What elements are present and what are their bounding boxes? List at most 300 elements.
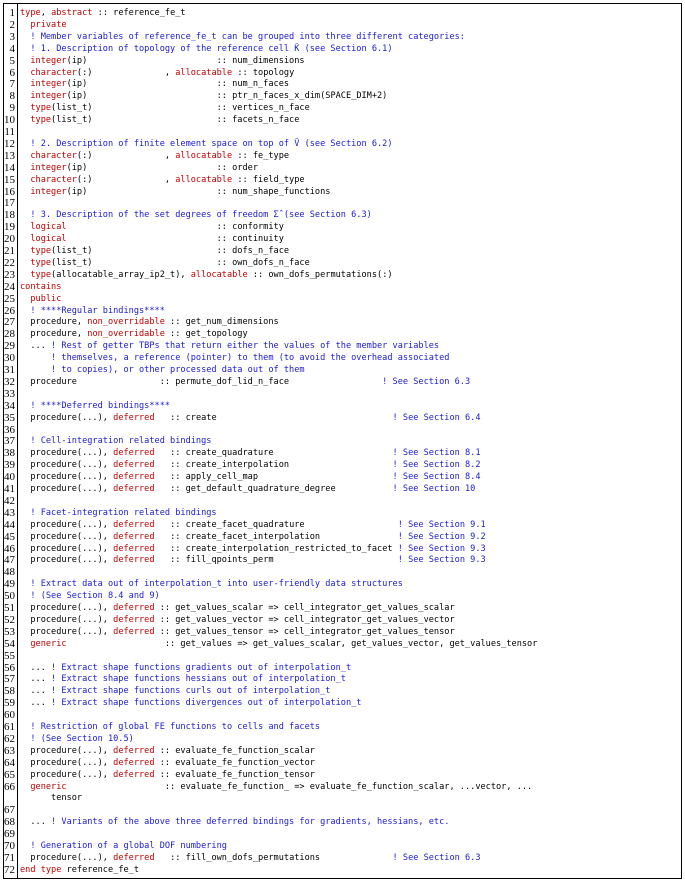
keyword-token: generic xyxy=(20,638,67,649)
line-number: 36 xyxy=(4,423,15,436)
code-line xyxy=(4,293,681,305)
code-token: :: evaluate_fe_function_tensor xyxy=(154,769,315,780)
keyword-token: contains xyxy=(20,281,62,292)
code-token: :: get_values_tensor => cell_integrator_get_values_tensor xyxy=(154,626,455,637)
code-line xyxy=(4,114,681,126)
code-token: (list_t) :: vertices_n_face xyxy=(51,103,310,114)
code-token: tensor xyxy=(20,793,83,804)
keyword-token: allocatable xyxy=(175,67,233,78)
comment-token: ! See Section 9.1 xyxy=(397,519,486,530)
code-token: ... xyxy=(20,686,52,697)
code-text xyxy=(20,602,679,614)
line-number: 55 xyxy=(4,649,15,662)
line-number: 62 xyxy=(4,732,15,745)
keyword-token: deferred xyxy=(113,484,155,494)
keyword-token: type xyxy=(20,8,41,18)
code-text xyxy=(20,209,679,221)
code-text xyxy=(20,150,679,162)
line-number: 11 xyxy=(4,126,15,138)
code-token: (ip) :: num_n_faces xyxy=(66,79,290,90)
code-line xyxy=(4,126,681,138)
code-token: :: continuity xyxy=(66,234,284,245)
line-number: 58 xyxy=(4,685,15,698)
code-text xyxy=(20,638,679,650)
code-token: procedure(...), xyxy=(20,472,114,483)
code-token: :: fill_own_dofs_permutations xyxy=(154,852,393,863)
keyword-token: deferred xyxy=(113,614,155,625)
code-line xyxy=(4,650,681,662)
line-number: 17 xyxy=(4,197,15,210)
comment-token: ! Generation of a global DOF numbering xyxy=(20,841,227,851)
keyword-token: end type xyxy=(20,864,62,875)
keyword-token: deferred xyxy=(113,555,155,566)
line-number: 59 xyxy=(4,697,15,710)
code-text xyxy=(20,852,679,864)
code-text xyxy=(20,614,679,626)
line-number: 40 xyxy=(4,471,15,484)
code-token: ... xyxy=(20,662,52,673)
code-line xyxy=(4,90,681,102)
code-text xyxy=(20,792,679,804)
code-token: :: get_values => get_values_scalar, get_values_vector, get_values_tensor xyxy=(66,638,538,649)
code-line xyxy=(4,554,681,566)
line-number: 13 xyxy=(4,149,15,162)
line-number: 50 xyxy=(4,590,15,603)
code-token: procedure, xyxy=(20,317,88,328)
code-token: :: get_default_quadrature_degree xyxy=(154,484,393,494)
code-text xyxy=(20,43,679,55)
code-text xyxy=(20,864,679,876)
code-line xyxy=(4,412,681,424)
code-text xyxy=(20,245,679,257)
code-text xyxy=(20,554,679,566)
line-number: 8 xyxy=(9,90,15,103)
code-token: ... xyxy=(20,698,52,709)
line-number: 51 xyxy=(4,602,15,614)
line-number: 46 xyxy=(4,542,15,555)
line-number: 27 xyxy=(4,316,15,329)
line-number: 23 xyxy=(4,268,15,281)
code-token: procedure(...), xyxy=(20,519,114,530)
code-token: :: create_facet_interpolation xyxy=(154,531,398,542)
line-number: 57 xyxy=(4,673,15,686)
code-line xyxy=(4,388,681,400)
code-text xyxy=(20,340,679,352)
code-text xyxy=(20,507,679,519)
keyword-token: private xyxy=(30,19,67,30)
code-token xyxy=(20,294,30,304)
comment-token: ! Restriction of global FE functions to cells and facets xyxy=(20,722,321,732)
code-text xyxy=(20,769,679,781)
code-text xyxy=(20,816,679,828)
code-line xyxy=(4,495,681,507)
code-token: (ip) :: ptr_n_faces_x_dim(SPACE_DIM+2) xyxy=(66,91,388,102)
code-text xyxy=(20,733,679,745)
comment-token: ! See Section 9.2 xyxy=(397,531,486,542)
code-line xyxy=(4,55,681,67)
code-text xyxy=(20,483,679,495)
code-line xyxy=(4,709,681,721)
code-line xyxy=(4,673,681,685)
line-number: 26 xyxy=(4,304,15,317)
line-number: 25 xyxy=(4,292,15,305)
code-token: :: evaluate_fe_function_ => evaluate_fe_function_scalar, ...vector, ... xyxy=(66,781,533,792)
code-text xyxy=(20,435,679,447)
code-line xyxy=(4,578,681,590)
code-text xyxy=(20,174,679,186)
code-line xyxy=(4,781,681,793)
code-text xyxy=(20,293,679,305)
code-line xyxy=(4,459,681,471)
code-line xyxy=(4,400,681,412)
code-line xyxy=(4,221,681,233)
line-number: 48 xyxy=(4,566,15,579)
keyword-token: allocatable xyxy=(190,269,248,280)
code-line xyxy=(4,792,681,804)
code-token: (ip) :: order xyxy=(66,162,259,173)
keyword-token: allocatable xyxy=(175,150,233,161)
keyword-token: deferred xyxy=(113,603,155,613)
code-text xyxy=(20,364,679,376)
code-line xyxy=(4,543,681,555)
keyword-token: abstract xyxy=(51,8,93,18)
keyword-token: allocatable xyxy=(175,174,233,185)
keyword-token: type xyxy=(20,257,52,268)
code-line xyxy=(4,174,681,186)
code-token: :: get_num_dimensions xyxy=(164,317,279,328)
code-line xyxy=(4,483,681,495)
code-text xyxy=(20,19,679,31)
code-token: :: apply_cell_map xyxy=(154,472,393,483)
keyword-token: generic xyxy=(20,781,67,792)
line-number: 20 xyxy=(4,233,15,246)
code-text xyxy=(20,102,679,114)
line-number: 67 xyxy=(4,804,15,817)
code-token: procedure(...), xyxy=(20,531,114,542)
code-text xyxy=(20,721,679,733)
comment-token: ! Rest of getter TBPs that return either the values of the member variables xyxy=(51,341,440,352)
code-line xyxy=(4,281,681,293)
code-token: (:) , xyxy=(76,174,176,185)
comment-token: ! Extract shape functions gradients out of interpolation_t xyxy=(51,662,352,673)
code-text xyxy=(20,400,679,412)
code-token: procedure :: permute_dof_lid_n_face xyxy=(20,376,383,387)
comment-token: ! Extract shape functions hessians out of interpolation_t xyxy=(51,674,346,685)
code-line xyxy=(4,471,681,483)
code-token: :: create xyxy=(154,412,393,423)
code-text xyxy=(20,673,679,685)
keyword-token: deferred xyxy=(113,472,155,483)
code-text xyxy=(20,328,679,340)
code-line xyxy=(4,447,681,459)
line-number: 9 xyxy=(9,102,15,115)
line-number: 60 xyxy=(4,709,15,722)
keyword-token: character xyxy=(20,67,77,78)
code-line xyxy=(4,697,681,709)
code-text xyxy=(20,55,679,67)
line-number: 42 xyxy=(4,494,15,507)
code-token: procedure(...), xyxy=(20,769,114,780)
code-line xyxy=(4,435,681,447)
line-number: 12 xyxy=(4,137,15,150)
code-token: procedure(...), xyxy=(20,412,114,423)
code-token: (ip) :: num_dimensions xyxy=(66,55,305,66)
code-line xyxy=(4,7,681,19)
comment-token: ! See Section 6.3 xyxy=(392,852,481,863)
code-text xyxy=(20,471,679,483)
code-text xyxy=(20,78,679,90)
keyword-token: type xyxy=(20,115,52,126)
code-text xyxy=(20,543,679,555)
code-token: :: conformity xyxy=(66,222,284,233)
code-text xyxy=(20,840,679,852)
code-line xyxy=(4,816,681,828)
keyword-token: public xyxy=(30,293,62,304)
keyword-token: integer xyxy=(20,79,67,90)
code-token: :: create_interpolation_restricted_to_facet xyxy=(154,543,398,554)
line-number: 30 xyxy=(4,352,15,365)
line-number: 54 xyxy=(4,637,15,650)
code-line xyxy=(4,257,681,269)
code-line xyxy=(4,519,681,531)
code-token: :: evaluate_fe_function_vector xyxy=(154,757,315,768)
line-number: 6 xyxy=(9,66,15,79)
line-number: 44 xyxy=(4,518,15,531)
code-line xyxy=(4,424,681,436)
code-line xyxy=(4,340,681,352)
code-line xyxy=(4,840,681,852)
comment-token: ! See Section 8.1 xyxy=(392,448,481,459)
code-token: procedure(...), xyxy=(20,757,114,768)
code-token: :: field_type xyxy=(232,174,305,185)
comment-token: ! Extract shape functions divergences out of interpolation_t xyxy=(51,698,362,709)
code-token: procedure(...), xyxy=(20,603,114,613)
line-number: 4 xyxy=(9,42,15,55)
line-number: 14 xyxy=(4,161,15,174)
comment-token: ! ****Regular bindings**** xyxy=(20,305,165,316)
code-token: procedure(...), xyxy=(20,626,114,637)
line-number: 53 xyxy=(4,625,15,638)
line-number: 5 xyxy=(9,54,15,67)
code-line xyxy=(4,209,681,221)
code-line xyxy=(4,852,681,864)
line-number: 41 xyxy=(4,483,15,495)
code-line xyxy=(4,864,681,876)
line-number: 18 xyxy=(4,209,15,222)
line-number: 3 xyxy=(9,30,15,43)
code-line xyxy=(4,614,681,626)
keyword-token: type xyxy=(20,246,52,256)
code-line xyxy=(4,150,681,162)
line-number: 65 xyxy=(4,768,15,781)
code-text xyxy=(20,447,679,459)
line-number: 37 xyxy=(4,435,15,448)
keyword-token: logical xyxy=(20,234,67,245)
code-line xyxy=(4,138,681,150)
code-line xyxy=(4,67,681,79)
code-line xyxy=(4,43,681,55)
keyword-token: deferred xyxy=(113,745,155,756)
line-number: 43 xyxy=(4,506,15,519)
code-token: procedure(...), xyxy=(20,555,114,566)
code-token: (ip) :: num_shape_functions xyxy=(66,186,331,197)
comment-token: ! See Section 6.4 xyxy=(392,412,481,423)
code-text xyxy=(20,519,679,531)
code-text xyxy=(20,531,679,543)
line-number: 63 xyxy=(4,744,15,757)
code-token: :: get_values_scalar => cell_integrator_get_values_scalar xyxy=(154,603,455,613)
code-token: procedure, xyxy=(20,329,88,340)
code-line xyxy=(4,31,681,43)
code-token: :: own_dofs_permutations(:) xyxy=(247,269,393,280)
code-token: :: fe_type xyxy=(232,150,290,161)
code-token: procedure(...), xyxy=(20,484,114,494)
line-number: 28 xyxy=(4,328,15,341)
keyword-token: deferred xyxy=(113,757,155,768)
comment-token: ! Extract data out of interpolation_t into user-friendly data structures xyxy=(20,579,403,590)
code-line xyxy=(4,233,681,245)
code-line xyxy=(4,638,681,650)
keyword-token: deferred xyxy=(113,448,155,459)
comment-token: ! Cell-integration related bindings xyxy=(20,436,212,447)
code-line xyxy=(4,269,681,281)
code-token: procedure(...), xyxy=(20,460,114,471)
comment-token: ! Extract shape functions curls out of interpolation_t xyxy=(51,686,331,697)
code-line xyxy=(4,566,681,578)
line-number: 2 xyxy=(9,18,15,31)
code-token: :: get_topology xyxy=(164,329,248,340)
comment-token: ! (See Section 8.4 and 9) xyxy=(20,591,160,602)
code-line xyxy=(4,197,681,209)
line-number: 72 xyxy=(4,863,15,876)
code-token: :: create_facet_quadrature xyxy=(154,519,398,530)
code-token: reference_fe_t xyxy=(61,864,140,875)
line-number: 24 xyxy=(4,280,15,293)
code-line xyxy=(4,626,681,638)
code-token: (:) , xyxy=(76,150,176,161)
code-line xyxy=(4,305,681,317)
code-text xyxy=(20,316,679,328)
code-listing xyxy=(3,3,682,879)
keyword-token: integer xyxy=(20,162,67,173)
line-number: 64 xyxy=(4,756,15,769)
keyword-token: deferred xyxy=(113,531,155,542)
line-number: 33 xyxy=(4,387,15,400)
code-text xyxy=(20,233,679,245)
code-line xyxy=(4,186,681,198)
comment-token: ! 2. Description of finite element space on top of V̂ (see Section 6.2) xyxy=(20,138,393,149)
line-number: 47 xyxy=(4,554,15,567)
code-text xyxy=(20,162,679,174)
code-text xyxy=(20,626,679,638)
keyword-token: type xyxy=(20,103,52,114)
code-text xyxy=(20,269,679,281)
keyword-token: character xyxy=(20,174,77,185)
line-number: 61 xyxy=(4,721,15,733)
code-line xyxy=(4,733,681,745)
line-number: 38 xyxy=(4,447,15,460)
code-line xyxy=(4,590,681,602)
comment-token: ! themselves, a reference (pointer) to them (to avoid the overhead associated xyxy=(20,353,450,364)
comment-token: ! to copies), or other processed data out of them xyxy=(20,365,305,375)
line-number: 35 xyxy=(4,411,15,424)
comment-token: ! See Section 9.3 xyxy=(397,555,486,566)
code-text xyxy=(20,685,679,697)
comment-token: ! See Section 9.3 xyxy=(397,543,486,554)
code-text xyxy=(20,7,679,19)
code-text xyxy=(20,90,679,102)
code-text xyxy=(20,745,679,757)
keyword-token: deferred xyxy=(113,460,155,471)
code-token: , xyxy=(40,8,52,18)
line-number: 68 xyxy=(4,816,15,829)
keyword-token: non_overridable xyxy=(87,317,165,328)
line-number: 22 xyxy=(4,256,15,269)
code-token: ... xyxy=(20,341,52,352)
line-number: 32 xyxy=(4,375,15,388)
comment-token: ! ****Deferred bindings**** xyxy=(20,400,171,411)
code-line xyxy=(4,507,681,519)
keyword-token: integer xyxy=(20,186,67,197)
comment-token: ! 3. Description of the set degrees of freedom Σ̂ (see Section 6.3) xyxy=(20,210,372,221)
code-text xyxy=(20,697,679,709)
comment-token: ! See Section 8.2 xyxy=(392,460,481,471)
line-number: 45 xyxy=(4,530,15,543)
comment-token: ! See Section 6.3 xyxy=(382,376,471,387)
code-text xyxy=(20,376,679,388)
code-text xyxy=(20,459,679,471)
line-number: 16 xyxy=(4,185,15,198)
code-text xyxy=(20,590,679,602)
code-line xyxy=(4,828,681,840)
comment-token: ! Variants of the above three deferred bindings for gradients, hessians, etc. xyxy=(51,817,450,828)
line-number: 52 xyxy=(4,613,15,626)
code-token: procedure(...), xyxy=(20,614,114,625)
code-text xyxy=(20,352,679,364)
line-number: 39 xyxy=(4,459,15,472)
code-token: :: evaluate_fe_function_scalar xyxy=(154,745,315,756)
code-line xyxy=(4,602,681,614)
code-text xyxy=(20,412,679,424)
line-number: 10 xyxy=(4,114,15,127)
line-number: 1 xyxy=(9,7,15,19)
code-text xyxy=(20,138,679,150)
code-token: (list_t) :: own_dofs_n_face xyxy=(51,257,310,268)
code-text xyxy=(20,757,679,769)
code-line xyxy=(4,757,681,769)
code-text xyxy=(20,305,679,317)
code-text xyxy=(20,186,679,198)
code-line xyxy=(4,19,681,31)
code-token: ... xyxy=(20,674,52,685)
line-number: 29 xyxy=(4,340,15,353)
code-token: procedure(...), xyxy=(20,543,114,554)
code-text xyxy=(20,662,679,674)
keyword-token: deferred xyxy=(113,412,155,423)
line-number: 56 xyxy=(4,661,15,674)
line-number: 31 xyxy=(4,364,15,376)
code-line xyxy=(4,769,681,781)
line-number: 15 xyxy=(4,173,15,186)
code-token: :: topology xyxy=(232,67,295,78)
code-text xyxy=(20,67,679,79)
keyword-token: logical xyxy=(20,222,67,233)
line-number: 7 xyxy=(9,78,15,91)
comment-token: ! See Section 8.4 xyxy=(392,472,481,483)
line-number: 69 xyxy=(4,828,15,841)
code-token: ... xyxy=(20,817,52,828)
code-token: :: fill_qpoints_perm xyxy=(154,555,398,566)
